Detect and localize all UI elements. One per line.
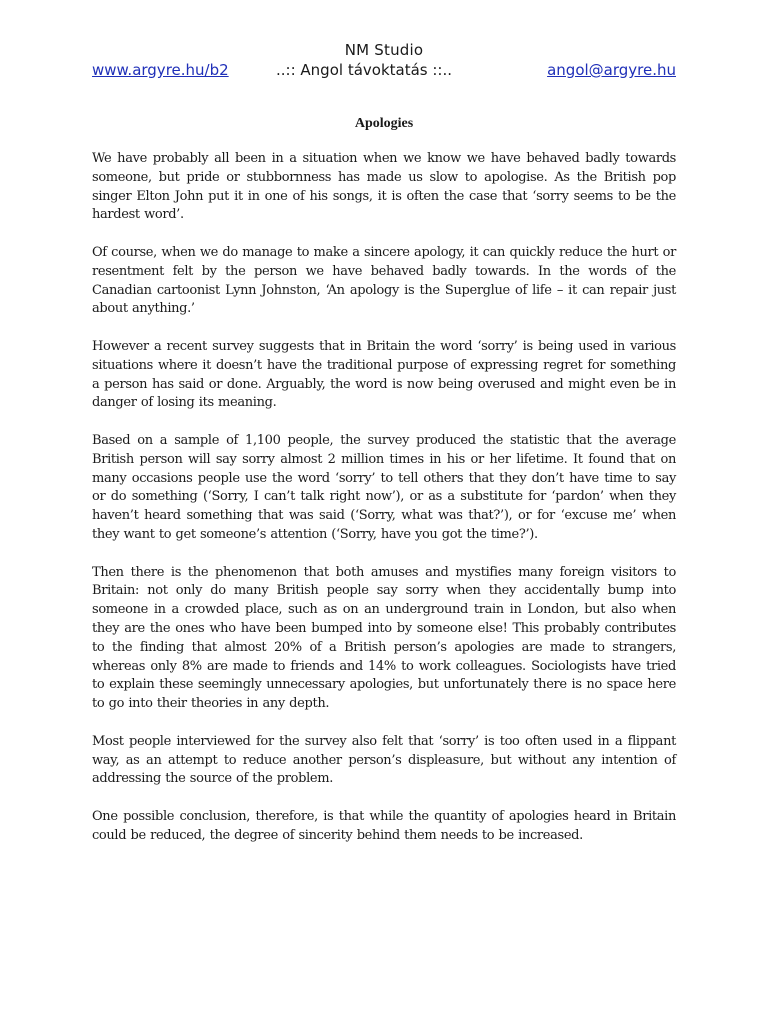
email-link[interactable]: angol@argyre.hu	[547, 61, 676, 79]
document-body	[92, 150, 676, 864]
website-link[interactable]: www.argyre.hu/b2	[92, 61, 229, 79]
paragraph: Based on a sample of 1,100 people, the survey produced the statistic that the average British person will say sorry almost 2 million times in his or her lifetime. It found that on many occasions people use the word ‘sorry’ to tell others that they don’t have time to say or do something (‘Sorry, I can’t talk right now’), or as a substitute for ‘pardon’ when they haven’t heard something that was said (‘Sorry, what was that?’), or for ‘excuse me’ when they want to get someone’s attention (‘Sorry, have you got the time?’).	[92, 432, 676, 542]
studio-name: NM Studio	[344, 41, 424, 59]
paragraph: Most people interviewed for the survey also felt that ‘sorry’ is too often used in a flippant way, as an attempt to reduce another person’s displeasure, but without any intention of addressing the source of the problem.	[92, 733, 676, 787]
paragraph: However a recent survey suggests that in Britain the word ‘sorry’ is being used in various situations where it doesn’t have the traditional purpose of expressing regret for something a person has said or done. Arguably, the word is now being overused and might even be in danger of losing its meaning.	[92, 338, 676, 411]
header-links-line	[92, 60, 676, 80]
paragraph: Then there is the phenomenon that both amuses and mystifies many foreign visitors to Britain: not only do many British people say sorry when they accidentally bump into someone in a crowded place, such as on an underground train in London, but also when they are the ones who have been bumped into by someone else! This probably contributes to the finding that almost 20% of a British person’s apologies are made to strangers, whereas only 8% are made to friends and 14% to work colleagues. Sociologists have tried to explain these seemingly unnecessary apologies, but unfortunately there is no space here to go into their theories in any depth.	[92, 564, 676, 712]
header-tagline: ..:: Angol távoktatás ::..	[276, 61, 453, 79]
paragraph: We have probably all been in a situation when we know we have behaved badly towards someone, but pride or stubbornness has made us slow to apologise. As the British pop singer Elton John put it in one of his songs, it is often the case that ‘sorry seems to be the hardest word’.	[92, 151, 676, 223]
paragraph: Of course, when we do manage to make a sincere apology, it can quickly reduce the hurt or resentment felt by the person we have behaved badly towards. In the words of the Canadian cartoonist Lynn Johnston, ‘An apology is the Superglue of life – it can repair just about anything.’	[92, 244, 676, 317]
page-header	[92, 40, 676, 80]
document-title: Apologies	[354, 116, 414, 131]
paragraph: One possible conclusion, therefore, is that while the quantity of apologies heard in Britain could be reduced, the degree of sincerity behind them needs to be increased.	[92, 808, 676, 843]
